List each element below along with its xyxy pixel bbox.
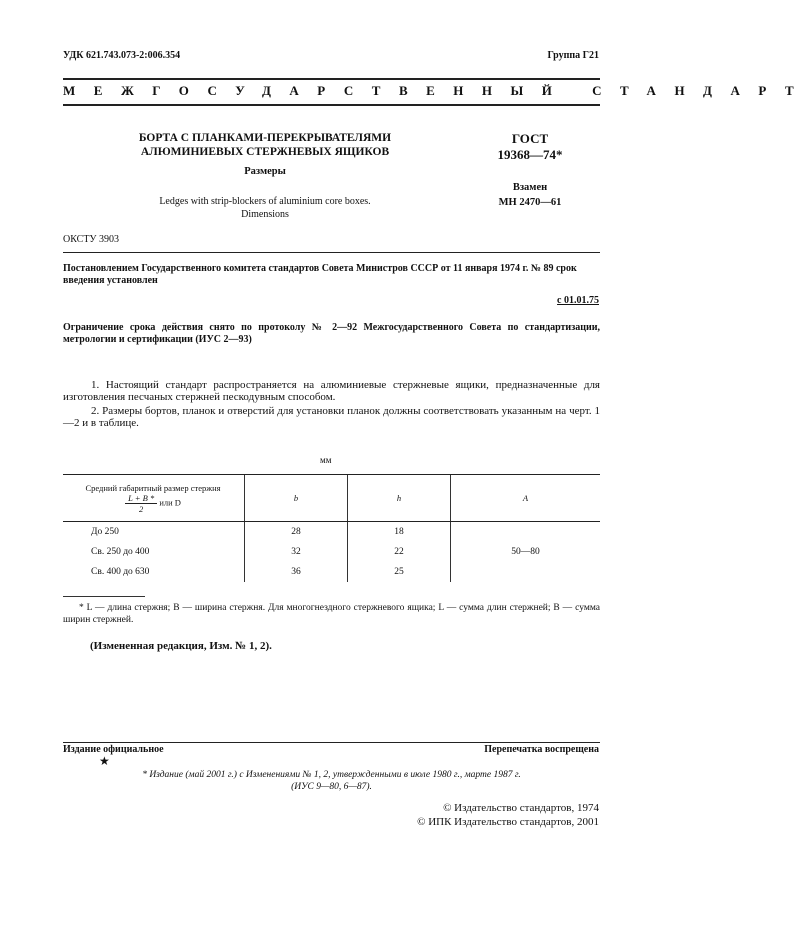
star-icon: ★ xyxy=(99,754,110,768)
copyright-1974: © Издательство стандартов, 1974 xyxy=(443,802,599,814)
okstu-code: ОКСТУ 3903 xyxy=(63,234,120,245)
effective-date: с 01.01.75 xyxy=(557,295,599,306)
gost-label: ГОСТ xyxy=(511,131,549,146)
footer-rule xyxy=(63,742,600,743)
header-h: h xyxy=(348,475,451,522)
edition-info xyxy=(63,769,600,793)
edition-label: Издание официальное xyxy=(63,744,164,755)
header-size-text: Средний габаритный размер стержня xyxy=(85,482,221,493)
cell-size: До 250 xyxy=(91,527,119,537)
header-size-tail: или D xyxy=(159,496,181,507)
replaces-value: МН 2470—61 xyxy=(498,197,562,208)
edition-info-line-2: (ИУС 9—80, 6—87). xyxy=(291,782,372,792)
english-title-line-2: Dimensions xyxy=(241,209,289,220)
table-row xyxy=(63,522,600,543)
cell-size: Св. 250 до 400 xyxy=(91,547,150,557)
group-code: Группа Г21 xyxy=(547,50,599,61)
cell-b: 32 xyxy=(245,542,348,562)
gost-number-block xyxy=(470,131,590,163)
udk-code: УДК 621.743.073-2:006.354 xyxy=(63,50,181,61)
restriction-text: Ограничение срока действия снято по протоколу № 2—92 Межгосударственного Совета по стандартизации, метрологии и сертификации (ИУС 2—93) xyxy=(63,322,600,345)
cell-b: 28 xyxy=(245,522,348,543)
cell-h: 22 xyxy=(348,542,451,562)
header-b: b xyxy=(245,475,348,522)
standard-banner: МЕЖГОСУДАРСТВЕННЫЙ СТАНДАРТ xyxy=(63,83,812,98)
header-a: A xyxy=(451,475,601,522)
banner-top-rule xyxy=(63,78,600,80)
edition-info-line-1: * Издание (май 2001 г.) с Изменениями № 1, 2, утвержденными в июле 1980 г., марте 1987 г. xyxy=(142,770,521,780)
gost-number: 19368—74* xyxy=(497,147,563,162)
cell-h: 25 xyxy=(348,562,451,582)
fraction-numerator: L + B * xyxy=(125,493,157,504)
decree-text: Постановлением Государственного комитета стандартов Совета Министров СССР от 11 января 1974 г. № 89 срок введения установлен xyxy=(63,263,577,286)
section-rule xyxy=(63,252,600,253)
cell-size: Св. 400 до 630 xyxy=(91,567,150,577)
english-title-line-1: Ledges with strip-blockers of aluminium core boxes. xyxy=(159,196,371,207)
cell-b: 36 xyxy=(245,562,348,582)
paragraph-1: 1. Настоящий стандарт распространяется на алюминиевые стержневые ящики, предназначенные для изготовления песчаных стержней пескодувным способом. xyxy=(63,379,600,403)
title-line-1: БОРТА С ПЛАНКАМИ-ПЕРЕКРЫВАТЕЛЯМИ xyxy=(138,132,392,144)
table-unit: мм xyxy=(320,455,332,465)
document-title xyxy=(118,131,412,159)
revision-note: (Измененная редакция, Изм. № 1, 2). xyxy=(90,640,272,652)
cell-a: 50—80 xyxy=(451,522,601,583)
footnote-rule xyxy=(63,596,145,597)
replaces-block xyxy=(470,180,590,210)
header-size xyxy=(63,475,245,522)
cell-h: 18 xyxy=(348,522,451,543)
size-fraction xyxy=(125,493,157,514)
english-title xyxy=(118,195,412,221)
dimensions-table xyxy=(63,474,600,582)
fraction-denominator: 2 xyxy=(139,503,144,514)
reprint-notice: Перепечатка воспрещена xyxy=(484,744,599,755)
banner-bottom-rule xyxy=(63,104,600,106)
table-header-row xyxy=(63,475,600,522)
title-line-2: АЛЮМИНИЕВЫХ СТЕРЖНЕВЫХ ЯЩИКОВ xyxy=(140,146,390,158)
footnote: * L — длина стержня; B — ширина стержня. Для многогнездного стержневого ящика; L — сумма длин стержней; B — сумма ширин стержней. xyxy=(63,603,600,625)
replaces-label: Взамен xyxy=(512,182,548,193)
paragraph-2: 2. Размеры бортов, планок и отверстий для установки планок должны соответствовать указанным на черт. 1—2 и в таблице. xyxy=(63,405,600,429)
document-subtitle: Размеры xyxy=(244,166,286,177)
copyright-2001: © ИПК Издательство стандартов, 2001 xyxy=(417,816,599,828)
